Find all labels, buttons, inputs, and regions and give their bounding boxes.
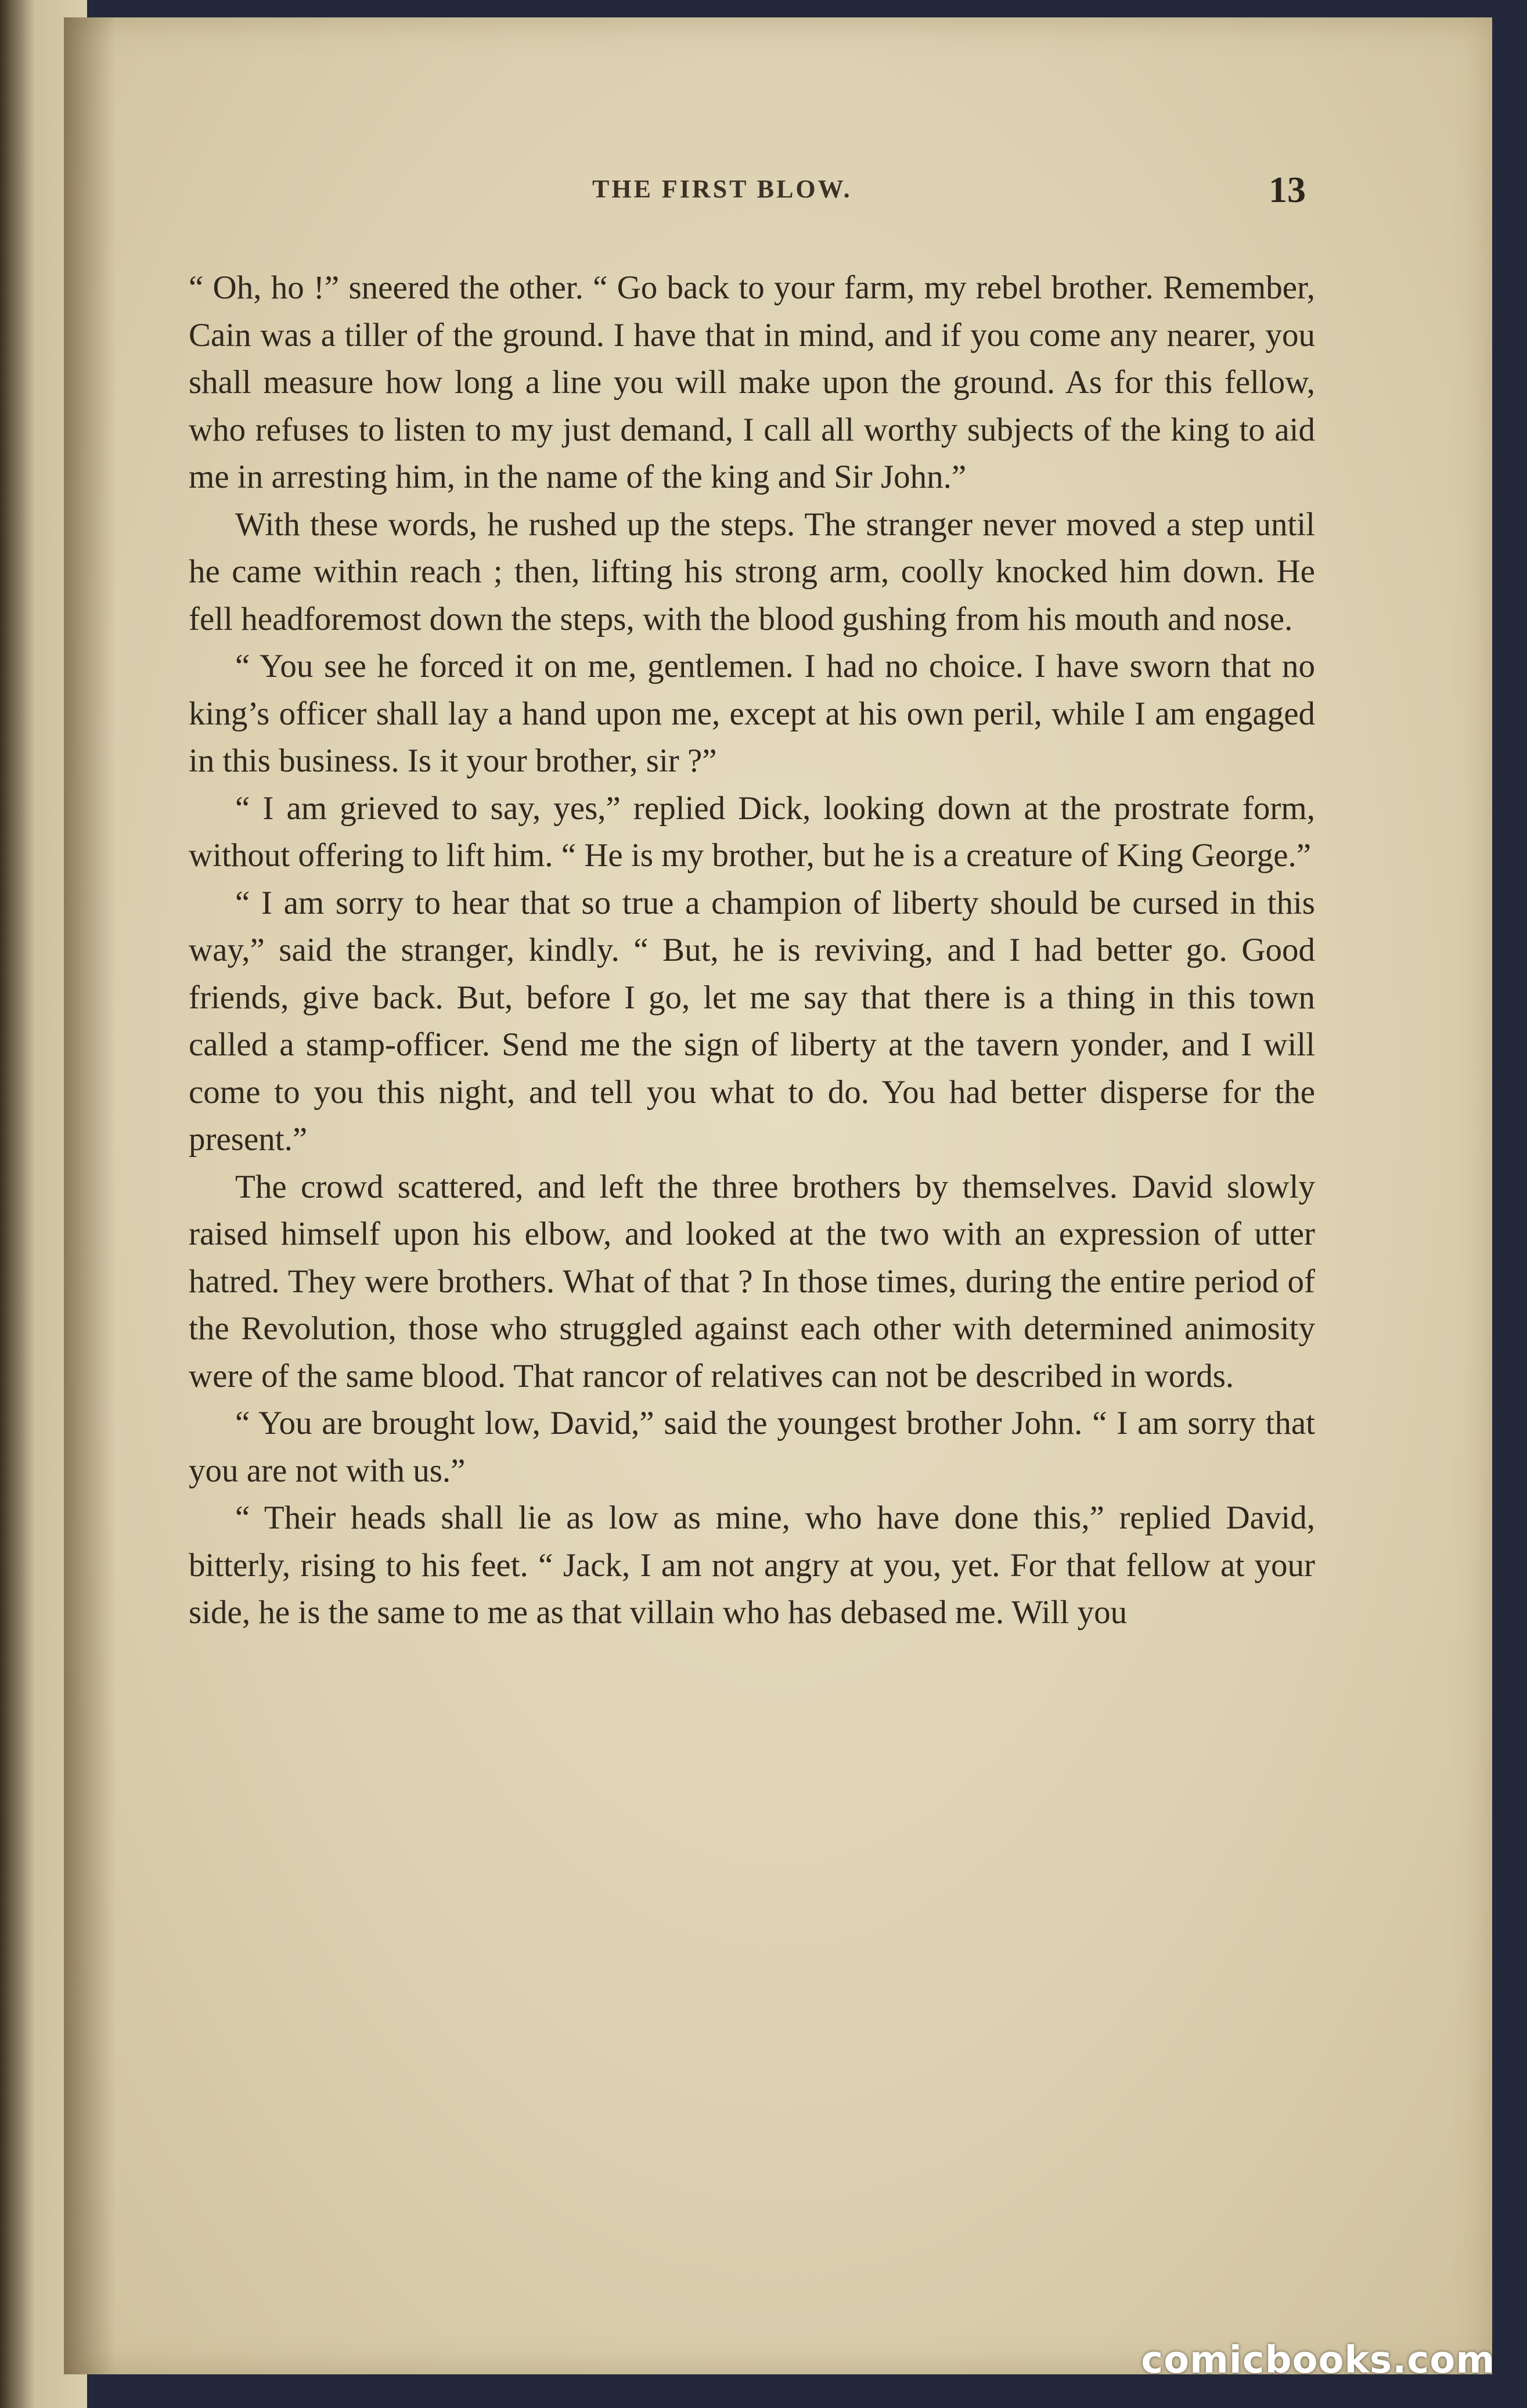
body-text [189, 264, 1315, 1636]
paragraph: “ You are brought low, David,” said the youngest brother John. “ I am sorry that you are not with us.” [189, 1405, 1315, 1489]
site-watermark: comicbooks.com [1141, 2339, 1495, 2382]
paragraph: “ Oh, ho !” sneered the other. “ Go back to your farm, my rebel brother. Remember, Cain was a tiller of the ground. I have that in mind, and if you come any nearer, you shall measure how long a line you will make upon the ground. As for this fellow, who refuses to listen to my just demand, I call all worthy subjects of the king to aid me in arresting him, in the name of the king and Sir John.” [189, 269, 1315, 495]
gutter-shadow [64, 17, 116, 2374]
paragraph: “ I am grieved to say, yes,” replied Dick, looking down at the prostrate form, without offering to lift him. “ He is my brother, but he is a creature of King George.” [189, 790, 1315, 874]
paragraph: “ Their heads shall lie as low as mine, who have done this,” replied David, bitterly, rising to his feet. “ Jack, I am not angry at you, yet. For that fellow at your side, he is the same to me as that villain who has debased me. Will you [189, 1499, 1315, 1631]
page-number: 13 [1269, 169, 1306, 210]
running-head: THE FIRST BLOW. [592, 175, 852, 203]
paragraph: The crowd scattered, and left the three brothers by themselves. David slowly raised himself upon his elbow, and looked at the two with an expression of utter hatred. They were brothers. What of that ? In those times, during the entire period of the Revolution, those who struggled against each other with determined animosity were of the same blood. That rancor of relatives can not be described in words. [189, 1168, 1315, 1394]
paragraph: With these words, he rushed up the steps. The stranger never moved a step until he came within reach ; then, lifting his strong arm, coolly knocked him down. He fell headforemost down the steps, with the blood gushing from his mouth and nose. [189, 506, 1315, 637]
paragraph: “ You see he forced it on me, gentlemen. I had no choice. I have sworn that no king’s officer shall lay a hand upon me, except at his own peril, while I am engaged in this business. Is it your brother, sir ?” [189, 648, 1315, 779]
paragraph: “ I am sorry to hear that so true a champion of liberty should be cursed in this way,” said the stranger, kindly. “ But, he is reviving, and I had better go. Good friends, give back. But, before I go, let me say that there is a thing in this town called a stamp-officer. Send me the sign of liberty at the tavern yonder, and I will come to you this night, and tell you what to do. You had better disperse for the present.” [189, 884, 1315, 1158]
